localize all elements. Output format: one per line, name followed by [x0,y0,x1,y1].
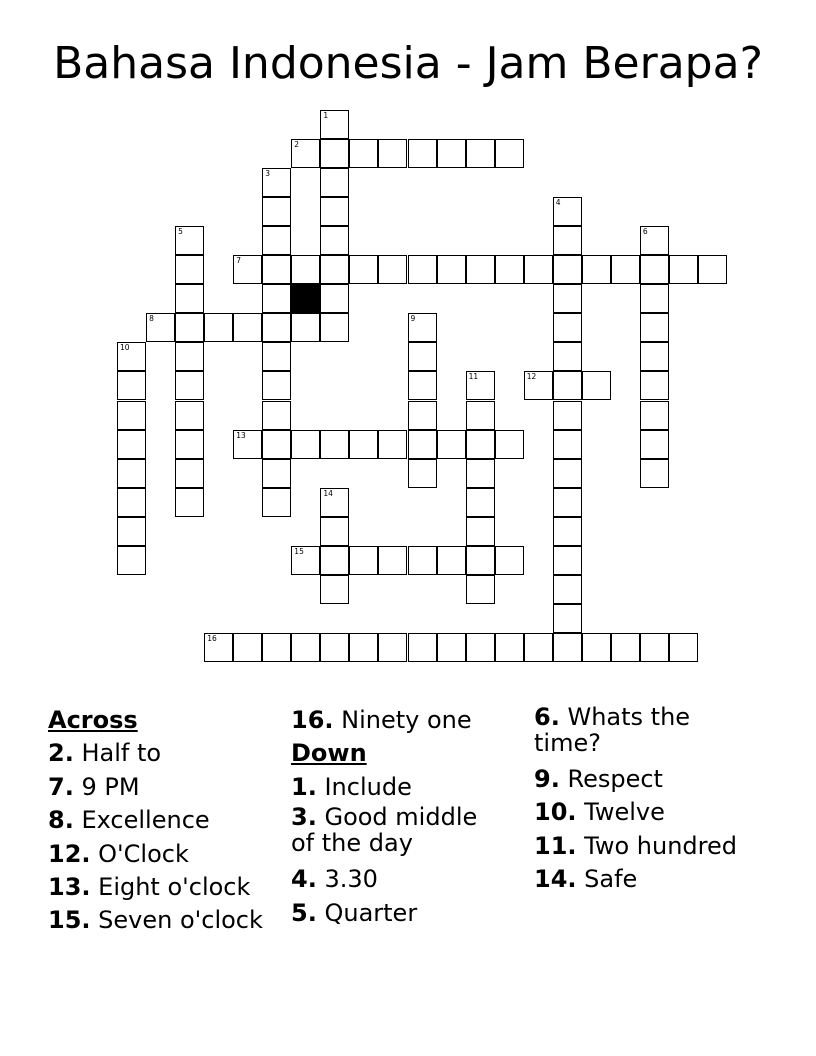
clue-column-3 [534,704,774,897]
grid-cell[interactable] [553,371,582,400]
grid-cell[interactable] [262,371,291,400]
clue-down-4: 4. 3.30 [291,865,378,894]
grid-cell[interactable] [437,139,466,168]
grid-number-15: 15 [294,546,304,556]
grid-cell[interactable] [582,633,611,662]
grid-cell[interactable] [117,371,146,400]
grid-cell[interactable] [175,459,204,488]
grid-cell[interactable] [611,633,640,662]
grid-cell[interactable] [408,633,437,662]
grid-cell[interactable] [262,401,291,430]
grid-cell[interactable] [553,633,582,662]
grid-cell[interactable] [553,430,582,459]
grid-cell[interactable] [262,633,291,662]
grid-number-3: 3 [265,169,271,179]
grid-cell[interactable] [640,255,669,284]
grid-cell[interactable] [291,313,320,342]
grid-cell[interactable] [349,139,378,168]
grid-cell[interactable] [466,546,495,575]
grid-cell[interactable] [640,371,669,400]
grid-cell[interactable] [378,633,407,662]
clue-column-2 [291,704,501,930]
clue-across-8: 8. Excellence [48,806,210,835]
grid-number-16: 16 [207,633,217,643]
grid-cell[interactable] [320,575,349,604]
grid-cell[interactable] [640,633,669,662]
grid-cell[interactable] [408,401,437,430]
grid-cell[interactable] [233,633,262,662]
clue-across-12: 12. O'Clock [48,839,189,868]
grid-number-13: 13 [236,430,246,440]
grid-cell[interactable] [553,459,582,488]
grid-number-7: 7 [236,256,241,266]
grid-cell[interactable] [553,546,582,575]
grid-cell[interactable] [117,401,146,430]
clue-down-14: 14. Safe [534,865,638,894]
grid-cell[interactable] [117,517,146,546]
grid-cell[interactable] [553,604,582,633]
grid-cell[interactable] [437,546,466,575]
grid-cell[interactable] [378,255,407,284]
grid-cell[interactable] [495,430,524,459]
clue-across-13: 13. Eight o'clock [48,873,251,902]
grid-cell[interactable] [553,284,582,313]
grid-number-2: 2 [294,140,300,150]
grid-cell[interactable] [408,371,437,400]
grid-cell[interactable] [437,633,466,662]
grid-cell[interactable] [320,633,349,662]
grid-number-11: 11 [468,372,479,382]
clue-across-16: 16. Ninety one [291,706,472,734]
grid-cell[interactable] [175,342,204,371]
grid-cell[interactable] [320,139,349,168]
grid-cell[interactable] [698,255,727,284]
grid-cell[interactable] [262,284,291,313]
black-square [291,284,320,313]
grid-cell[interactable] [349,633,378,662]
down-heading: Down [291,739,367,768]
clue-across-15: 15. Seven o'clock [48,906,263,935]
grid-cell[interactable] [640,342,669,371]
grid-cell[interactable] [117,459,146,488]
grid-cell[interactable] [408,255,437,284]
grid-cell[interactable] [175,313,204,342]
grid-cell[interactable] [262,226,291,255]
grid-cell[interactable] [466,401,495,430]
grid-cell[interactable] [640,430,669,459]
grid-cell[interactable] [408,139,437,168]
grid-cell[interactable] [466,575,495,604]
grid-cell[interactable] [262,488,291,517]
clue-down-3: 3. Good middle of the day [291,803,478,858]
grid-cell[interactable] [320,517,349,546]
grid-cell[interactable] [466,255,495,284]
grid-cell[interactable] [262,197,291,226]
grid-cell[interactable] [378,430,407,459]
grid-cell[interactable] [175,401,204,430]
grid-cell[interactable] [117,546,146,575]
across-heading: Across [48,706,138,734]
clue-down-6: 6. Whats the time? [534,703,691,757]
grid-cell[interactable] [233,313,262,342]
grid-cell[interactable] [437,255,466,284]
grid-cell[interactable] [553,401,582,430]
grid-cell[interactable] [291,430,320,459]
grid-cell[interactable] [466,517,495,546]
grid-cell[interactable] [466,488,495,517]
grid-cell[interactable] [175,284,204,313]
grid-number-12: 12 [526,372,537,382]
puzzle-title: Bahasa Indonesia - Jam Berapa? [53,38,763,89]
grid-cell[interactable] [349,255,378,284]
grid-cell[interactable] [408,342,437,371]
grid-cell[interactable] [611,255,640,284]
clue-down-9: 9. Respect [534,765,663,793]
grid-number-8: 8 [149,314,154,324]
grid-number-6: 6 [642,227,648,237]
grid-cell[interactable] [291,633,320,662]
grid-cell[interactable] [495,633,524,662]
grid-cell[interactable] [524,255,553,284]
grid-cell[interactable] [320,284,349,313]
grid-cell[interactable] [466,139,495,168]
grid-cell[interactable] [117,430,146,459]
grid-cell[interactable] [495,139,524,168]
grid-cell[interactable] [640,401,669,430]
grid-cell[interactable] [553,313,582,342]
grid-number-14: 14 [323,488,333,498]
grid-cell[interactable] [408,459,437,488]
grid-cell[interactable] [669,255,698,284]
grid-cell[interactable] [466,459,495,488]
grid-cell[interactable] [175,255,204,284]
grid-number-1: 1 [323,111,329,120]
grid-cell[interactable] [204,313,233,342]
grid-number-10: 10 [120,343,130,353]
grid-cell[interactable] [262,430,291,459]
clue-across-7: 7. 9 PM [48,772,140,801]
clue-down-5: 5. Quarter [291,898,418,927]
grid-cell[interactable] [408,430,437,459]
grid-cell[interactable] [640,459,669,488]
grid-cell[interactable] [349,430,378,459]
grid-cell[interactable] [553,226,582,255]
grid-cell[interactable] [320,168,349,197]
clue-down-10: 10. Twelve [534,798,665,827]
grid-cell[interactable] [320,255,349,284]
grid-cell[interactable] [524,633,553,662]
grid-cell[interactable] [262,342,291,371]
grid-number-9: 9 [410,314,416,324]
grid-cell[interactable] [262,459,291,488]
grid-cell[interactable] [582,371,611,400]
grid-cell[interactable] [320,546,349,575]
grid-cell[interactable] [553,342,582,371]
grid-cell[interactable] [262,313,291,342]
grid-cell[interactable] [553,255,582,284]
grid-cell[interactable] [320,197,349,226]
clue-down-1: 1. Include [291,772,412,801]
grid-cell[interactable] [582,255,611,284]
grid-cell[interactable] [378,546,407,575]
grid-cell[interactable] [408,546,437,575]
grid-cell[interactable] [349,546,378,575]
grid-cell[interactable] [553,517,582,546]
grid-cell[interactable] [291,255,320,284]
grid-cell[interactable] [320,226,349,255]
grid-cell[interactable] [640,313,669,342]
grid-cell[interactable] [495,255,524,284]
grid-cell[interactable] [669,633,698,662]
clue-column-1 [48,704,278,938]
grid-cell[interactable] [466,430,495,459]
grid-cell[interactable] [175,371,204,400]
grid-cell[interactable] [175,430,204,459]
grid-cell[interactable] [640,284,669,313]
grid-cell[interactable] [437,430,466,459]
clue-across-2: 2. Half to [48,739,162,768]
grid-number-5: 5 [178,227,183,237]
grid-cell[interactable] [495,546,524,575]
grid-cell[interactable] [378,139,407,168]
grid-cell[interactable] [320,313,349,342]
clue-down-11: 11. Two hundred [534,831,737,860]
grid-cell[interactable] [117,488,146,517]
grid-cell[interactable] [175,488,204,517]
grid-cell[interactable] [553,575,582,604]
grid-cell[interactable] [262,255,291,284]
grid-number-4: 4 [555,198,561,208]
grid-cell[interactable] [466,633,495,662]
grid-cell[interactable] [320,430,349,459]
grid-cell[interactable] [553,488,582,517]
